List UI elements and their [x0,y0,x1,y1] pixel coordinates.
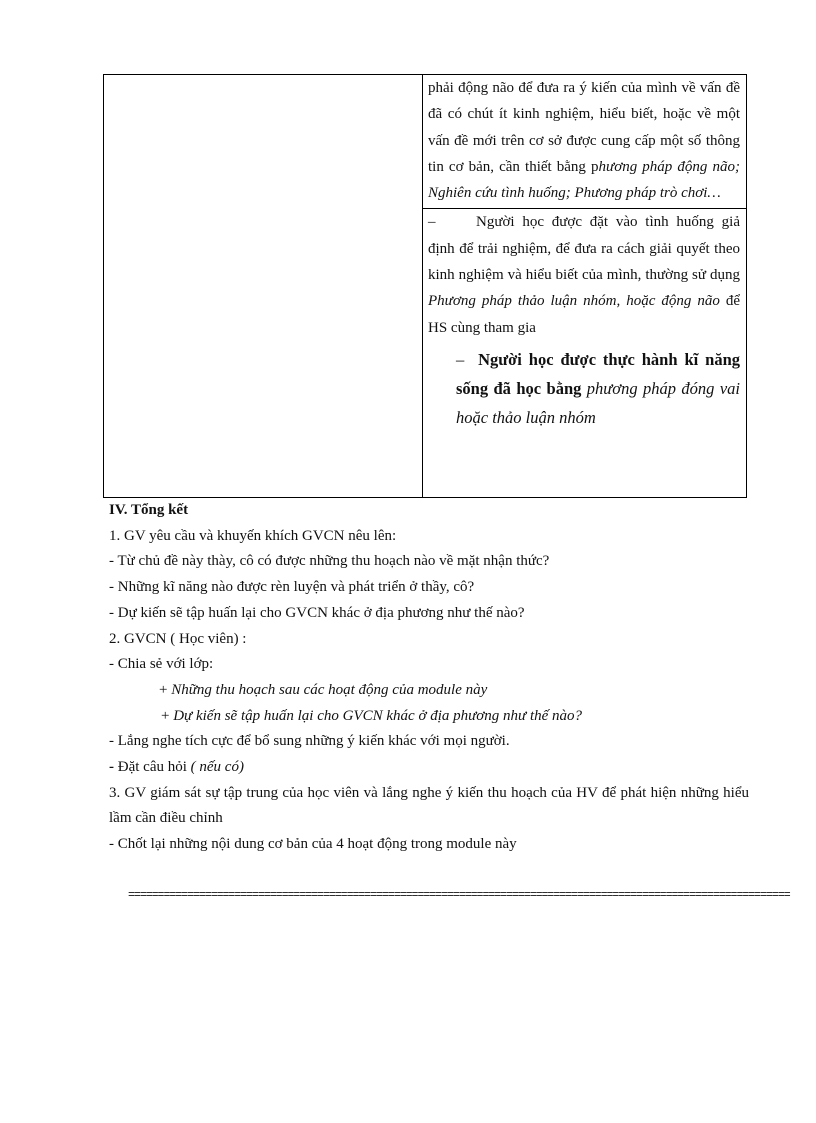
table-row [104,75,747,498]
table-paragraph-brainstorm: phải động não để đưa ra ý kiến của mình về vấn đề đã có chút ít kinh nghiệm, hiểu biết, hoặc về một vấn đề mới trên cơ sở được cung cấp một số thông tin cơ bản, cần thiết bằng phương pháp động não; Nghiên cứu tình huống; Phương pháp trò chơi… [428,80,740,202]
table-paragraph-situation: – Người học được đặt vào tình huống giả định để trải nghiệm, để đưa ra cách giải quyết theo kinh nghiệm và hiểu biết của mình, thường sử dụng Phương pháp thảo luận nhóm, hoặc động não để HS cùng tham gia [428,214,740,336]
page-divider: ================================================================================================================ [128,889,790,902]
summary-line: - Chốt lại những nội dung cơ bản của 4 hoạt động trong module này [109,836,517,853]
activity-table [103,74,747,498]
section-heading: IV. Tổng kết [109,502,189,518]
summary-line: - Những kĩ năng nào được rèn luyện và phát triển ở thầy, cô? [109,579,475,596]
summary-line: - Dự kiến sẽ tập huấn lại cho GVCN khác ở địa phương như thế nào? [109,604,525,621]
table-cell-right [423,75,747,498]
summary-line: - Đặt câu hỏi ( nếu có) [109,759,244,776]
summary-line: 2. GVCN ( Học viên) : [109,630,247,647]
share-bullet: + Những thu hoạch sau các hoạt động của module này [159,681,488,698]
summary-line: - Từ chủ đề này thày, cô có được những thu hoạch nào về mặt nhận thức? [109,553,550,570]
summary-section [109,498,749,858]
table-cell-left [104,75,423,498]
table-paragraph-practice: – Người học được thực hành kĩ năng sống đã học bằng phương pháp đóng vai hoặc thảo luận nhóm [456,349,740,427]
summary-line: 1. GV yêu cầu và khuyến khích GVCN nêu lên: [109,527,397,544]
summary-line: - Chia sẻ với lớp: [109,656,214,673]
summary-line: 3. GV giám sát sự tập trung của học viên và lắng nghe ý kiến thu hoạch của HV để phát hiện những hiểu lầm cần điều chỉnh [109,784,749,827]
share-bullet: + Dự kiến sẽ tập huấn lại cho GVCN khác ở địa phương như thế nào? [161,707,583,724]
summary-line: - Lắng nghe tích cực để bổ sung những ý kiến khác với mọi người. [109,733,510,750]
